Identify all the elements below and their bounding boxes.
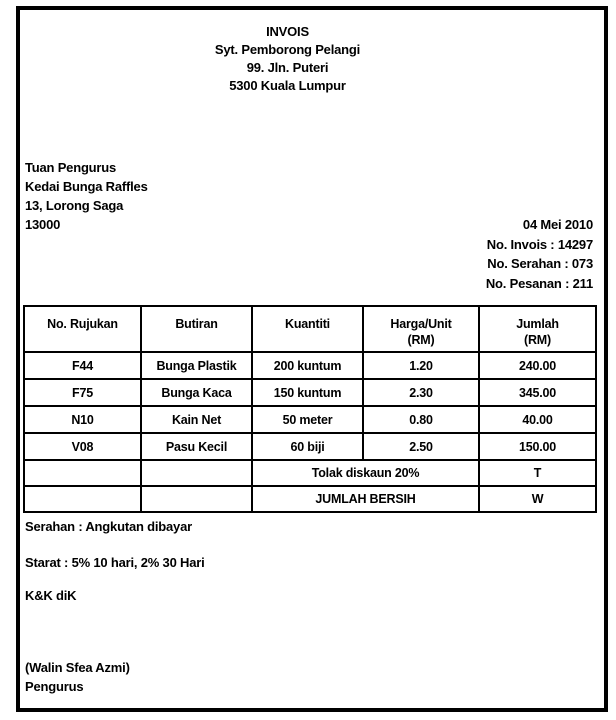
order-number: No. Pesanan : 211 [485,275,593,291]
cell-jumlah: 240.00 [479,352,596,379]
recipient-address [25,158,148,234]
discount-label: Tolak diskaun 20% [252,460,479,486]
cell-harga-unit: 1.20 [363,352,479,379]
item-row [24,379,596,406]
invoice-header [20,23,555,95]
cell-rujukan: F44 [24,352,141,379]
item-row [24,352,596,379]
signature-name: (Walin Sfea Azmi) [25,660,130,675]
cell-butiran: Pasu Kecil [141,433,252,460]
signature [25,658,130,696]
column-header-butiran [141,306,252,352]
company-city: 5300 Kuala Lumpur [229,78,346,93]
cell-rujukan: F75 [24,379,141,406]
cell-kuantiti: 150 kuntum [252,379,363,406]
column-header-label: No. Rujukan [47,317,118,331]
column-header-sublabel: (RM) [524,333,551,347]
cell-kuantiti: 60 biji [252,433,363,460]
item-row [24,433,596,460]
discount-row [24,460,596,486]
invoice-number: No. Invois : 14297 [486,236,593,252]
invoice-date: 04 Mei 2010 [522,217,593,232]
recipient-line: 13000 [25,217,61,232]
recipient-line: Tuan Pengurus [25,160,117,175]
column-header-jumlah [479,306,596,352]
eoe-note: K&K diK [25,588,77,603]
net-total-row [24,486,596,512]
discount-value: T [479,460,596,486]
column-header-sublabel: (RM) [407,333,435,347]
item-row [24,406,596,433]
empty-cell [24,460,141,486]
column-header-rujukan [24,306,141,352]
company-name: Syt. Pemborong Pelangi [214,42,361,57]
page-border [16,6,608,712]
cell-butiran: Kain Net [141,406,252,433]
invoice-title: INVOIS [266,24,309,39]
company-street: 99. Jln. Puteri [246,60,329,75]
cell-kuantiti: 200 kuntum [252,352,363,379]
cell-harga-unit: 0.80 [363,406,479,433]
invoice-items-table [23,305,597,513]
empty-cell [141,486,252,512]
recipient-line: Kedai Bunga Raffles [25,179,148,194]
empty-cell [24,486,141,512]
cell-rujukan: V08 [24,433,141,460]
cell-jumlah: 150.00 [479,433,596,460]
column-header-label: Kuantiti [285,317,330,331]
column-header-label: Butiran [175,317,218,331]
cell-jumlah: 345.00 [479,379,596,406]
recipient-line: 13, Lorong Saga [25,198,124,213]
cell-butiran: Bunga Plastik [141,352,252,379]
column-header-label: Harga/Unit [390,317,452,331]
delivery-note: Serahan : Angkutan dibayar [25,519,192,534]
cell-jumlah: 40.00 [479,406,596,433]
cell-butiran: Bunga Kaca [141,379,252,406]
empty-cell [141,460,252,486]
table-header-row [24,306,596,352]
column-header-harga-unit [363,306,479,352]
cell-harga-unit: 2.50 [363,433,479,460]
cell-harga-unit: 2.30 [363,379,479,406]
cell-kuantiti: 50 meter [252,406,363,433]
net-total-label: JUMLAH BERSIH [252,486,479,512]
invoice-meta [486,215,593,293]
signature-title: Pengurus [25,679,84,694]
net-total-value: W [479,486,596,512]
column-header-label: Jumlah [516,317,559,331]
terms-note: Starat : 5% 10 hari, 2% 30 Hari [25,555,205,570]
cell-rujukan: N10 [24,406,141,433]
column-header-kuantiti [252,306,363,352]
delivery-number: No. Serahan : 073 [487,256,593,271]
